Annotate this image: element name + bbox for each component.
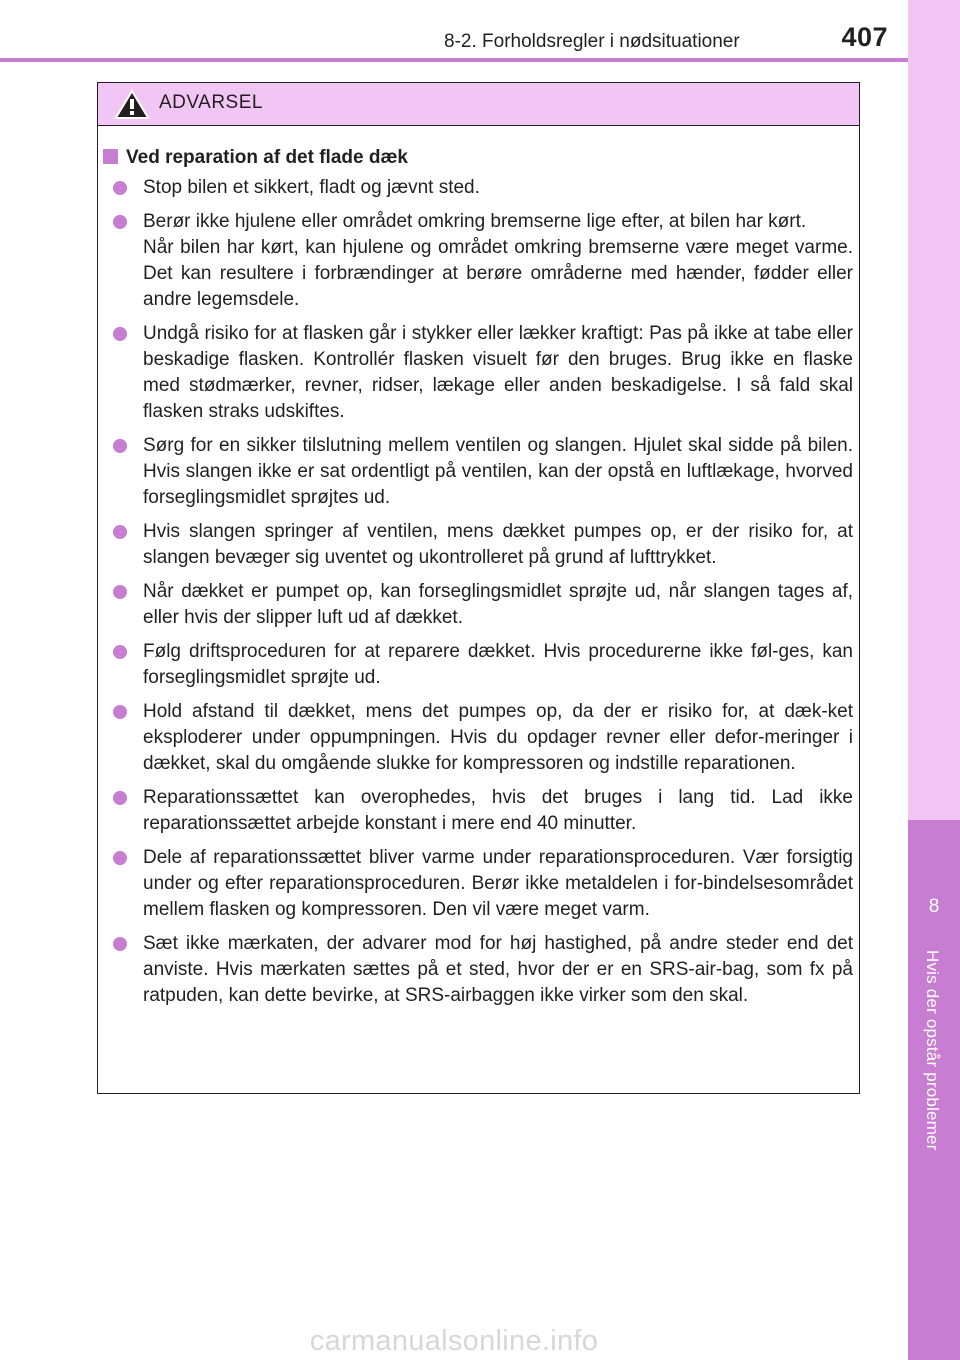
list-item-text: Berør ikke hjulene eller området omkring bremserne lige efter, at bilen har kørt. <box>143 211 807 232</box>
list-item <box>113 785 853 837</box>
list-item <box>113 321 853 425</box>
list-item-text: Dele af reparationssættet bliver varme under reparationsproceduren. Vær forsigtig under og efter reparationsproceduren. Berør ikke metaldelen i for-bindelsesområdet mellem flasken og kompressoren. Den vil være meget varm. <box>143 847 853 920</box>
section-heading <box>103 147 408 169</box>
list-item-text: Undgå risiko for at flasken går i stykker eller lækker kraftigt: Pas på ikke at tabe eller beskadige flasken. Kontrollér flasken visuelt før den bruges. Brug ikke en flaske med stødmærker, revner, ridser, lækage eller anden beskadigelse. I så fald skal flasken straks udskiftes. <box>143 323 853 422</box>
list-item <box>113 175 853 201</box>
list-item <box>113 699 853 777</box>
watermark: carmanualsonline.info <box>309 1325 599 1357</box>
list-item-text: Sæt ikke mærkaten, der advarer mod for høj hastighed, på andre steder end det anviste. Hvis mærkaten sættes på et sted, hvor der er en SRS-air-bag, som fx på ratpuden, kan dette bevirke, at SRS-airbaggen ikke virker som den skal. <box>143 933 853 1006</box>
list-item <box>113 845 853 923</box>
list-item <box>113 579 853 631</box>
bullet-dot-icon <box>113 937 127 951</box>
chapter-number: 8 <box>928 896 940 917</box>
list-item-text: Hold afstand til dækket, mens det pumpes op, da der er risiko for, at dæk-ket eksploderer under oppumpningen. Hvis du opdager revner eller defor-meringer i dækket, skal du omgående slukke for kompressoren og indstille reparationen. <box>143 701 853 774</box>
list-item-text: Hvis slangen springer af ventilen, mens dækket pumpes op, er der risiko for, at slangen bevæger sig uventet og ukontrolleret på grund af lufttrykket. <box>143 521 853 568</box>
list-item-text: Stop bilen et sikkert, fladt og jævnt sted. <box>143 177 480 198</box>
warning-list <box>113 175 853 1017</box>
list-item <box>113 639 853 691</box>
list-item <box>113 931 853 1009</box>
bullet-dot-icon <box>113 705 127 719</box>
list-item-text: Når dækket er pumpet op, kan forseglingsmidlet sprøjte ud, når slangen tages af, eller hvis der slipper luft ud af dækket. <box>143 581 853 628</box>
bullet-dot-icon <box>113 851 127 865</box>
bullet-dot-icon <box>113 645 127 659</box>
bullet-dot-icon <box>113 327 127 341</box>
bullet-dot-icon <box>113 585 127 599</box>
header-divider <box>0 58 908 62</box>
chapter-title: Hvis der opstår problemer <box>923 950 942 1151</box>
list-item-text: Reparationssættet kan overophedes, hvis det bruges i lang tid. Lad ikke reparationssættet arbejde konstant i mere end 40 minutter. <box>143 787 853 834</box>
list-item-text-continued: Når bilen har kørt, kan hjulene og området omkring bremserne være meget varme. Det kan resultere i forbrændinger at berøre områderne med hænder, fødder eller andre legemsdele. <box>143 237 853 310</box>
square-bullet-icon <box>103 149 118 164</box>
warning-label: ADVARSEL <box>159 92 263 113</box>
list-item <box>113 433 853 511</box>
list-item <box>113 519 853 571</box>
bullet-dot-icon <box>113 181 127 195</box>
bullet-dot-icon <box>113 525 127 539</box>
list-item-text: Sørg for en sikker tilslutning mellem ventilen og slangen. Hjulet skal sidde på bilen. Hvis slangen ikke er sat ordentligt på ventilen, kan der opstå en luftlækage, hvorved forseglingsmidlet sprøjtes ud. <box>143 435 853 508</box>
warning-header <box>98 83 859 126</box>
page-number: 407 <box>841 22 888 52</box>
warning-box <box>97 82 860 1094</box>
list-item-text: Følg driftsproceduren for at reparere dækket. Hvis procedurerne ikke føl-ges, kan forseglingsmidlet sprøjte ud. <box>143 641 853 688</box>
section-heading-text: Ved reparation af det flade dæk <box>126 147 408 168</box>
chapter-title-wrap <box>908 950 960 1250</box>
bullet-dot-icon <box>113 215 127 229</box>
header-section-title: 8-2. Forholdsregler i nødsituationer <box>444 31 740 52</box>
list-item <box>113 209 853 313</box>
bullet-dot-icon <box>113 439 127 453</box>
warning-triangle-icon <box>112 87 152 121</box>
bullet-dot-icon <box>113 791 127 805</box>
